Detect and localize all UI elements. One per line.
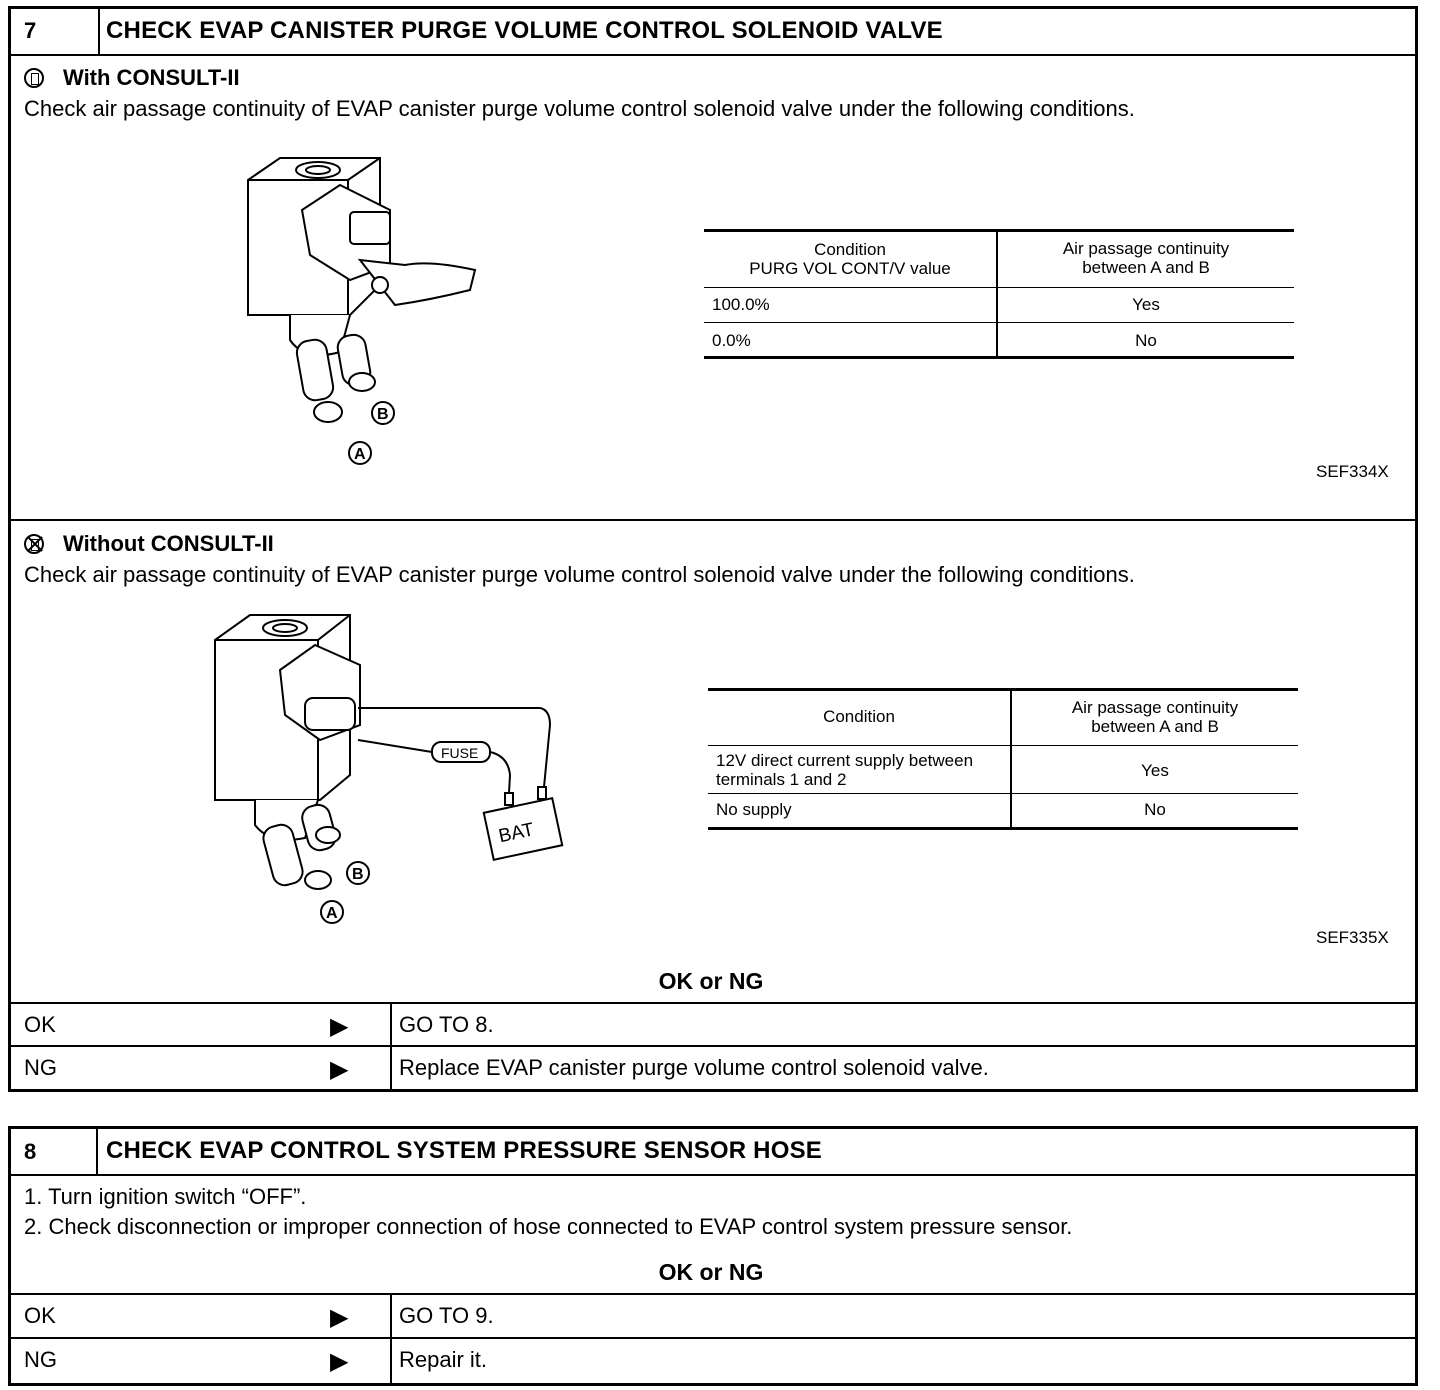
step7-number-divider: [98, 8, 100, 54]
step8-ok-or-ng: OK or NG: [658, 1259, 764, 1285]
port-b-label-2: B: [352, 866, 364, 883]
without-consult-heading: Without CONSULT-II: [63, 531, 274, 556]
table1-row2-result: No: [1135, 331, 1157, 350]
table1-header-continuity: Air passage continuity between A and B: [1062, 239, 1230, 277]
step8-ok-action: GO TO 9.: [399, 1303, 494, 1328]
step8-ok-arrow-icon: ▶: [330, 1304, 349, 1331]
table2-header-condition: Condition: [823, 707, 895, 726]
table1-header-condition: Condition PURG VOL CONT/V value: [749, 240, 951, 278]
step7-number: 7: [24, 18, 37, 43]
solenoid-valve-consult-figure: [230, 140, 490, 480]
table2-row2-condition: No supply: [716, 800, 792, 819]
step7-results-mid-rule: [10, 1045, 1416, 1047]
step7-ng-action: Replace EVAP canister purge volume control solenoid valve.: [399, 1055, 989, 1080]
step8-box: [8, 1126, 1418, 1386]
with-consult-instructions: Check air passage continuity of EVAP canister purge volume control solenoid valve under the following conditions.: [24, 96, 1135, 121]
table1-row1-result: Yes: [1132, 295, 1160, 314]
step8-results-divider: [390, 1294, 392, 1383]
step8-ng-arrow-icon: ▶: [330, 1348, 349, 1375]
step7-ng-label: NG: [24, 1055, 57, 1080]
consult-icon: [24, 68, 44, 88]
table2-row1-result: Yes: [1141, 761, 1169, 780]
step7-ok-action: GO TO 8.: [399, 1012, 494, 1037]
without-consult-instructions: Check air passage continuity of EVAP canister purge volume control solenoid valve under the following conditions.: [24, 562, 1135, 587]
step8-item-2: 2. Check disconnection or improper connection of hose connected to EVAP control system pressure sensor.: [24, 1214, 1073, 1239]
step7-ok-label: OK: [24, 1012, 56, 1037]
step8-number-divider: [96, 1128, 98, 1174]
step7-results-divider: [390, 1003, 392, 1089]
step8-number: 8: [24, 1139, 37, 1164]
table2-row2-result: No: [1144, 800, 1166, 819]
step7-ok-or-ng: OK or NG: [658, 968, 764, 994]
port-b-label: B: [377, 406, 389, 423]
step7-ng-arrow-icon: ▶: [330, 1056, 349, 1083]
fuse-label: FUSE: [441, 745, 479, 761]
step7-title-rule: [10, 54, 1416, 56]
step7-title: CHECK EVAP CANISTER PURGE VOLUME CONTROL SOLENOID VALVE: [106, 17, 943, 44]
step7-results-top-rule: [10, 1002, 1416, 1004]
battery-label: BAT: [496, 819, 536, 848]
with-consult-heading: With CONSULT-II: [63, 65, 240, 90]
step8-ng-label: NG: [24, 1347, 57, 1372]
step8-item-1: 1. Turn ignition switch “OFF”.: [24, 1184, 307, 1209]
step8-results-top-rule: [10, 1293, 1416, 1295]
port-a-label: A: [354, 446, 366, 463]
with-without-divider: [10, 519, 1416, 521]
solenoid-valve-battery-figure: [200, 600, 580, 940]
step8-ng-action: Repair it.: [399, 1347, 488, 1372]
figure2-code: SEF335X: [1316, 928, 1389, 947]
step8-ok-label: OK: [24, 1303, 56, 1328]
port-a-label-2: A: [326, 905, 338, 922]
table1-row1-condition: 100.0%: [712, 295, 770, 314]
figure1-code: SEF334X: [1316, 462, 1389, 481]
step7-ok-arrow-icon: ▶: [330, 1013, 349, 1040]
table2-row1-condition: 12V direct current supply between terminals 1 and 2: [716, 751, 974, 789]
table2-header-continuity: Air passage continuity between A and B: [1071, 698, 1239, 736]
step8-title: CHECK EVAP CONTROL SYSTEM PRESSURE SENSOR HOSE: [106, 1137, 822, 1164]
no-consult-icon: [24, 534, 44, 554]
step8-title-rule: [10, 1174, 1416, 1176]
table1-row2-condition: 0.0%: [712, 331, 751, 350]
step8-results-mid-rule: [10, 1337, 1416, 1339]
